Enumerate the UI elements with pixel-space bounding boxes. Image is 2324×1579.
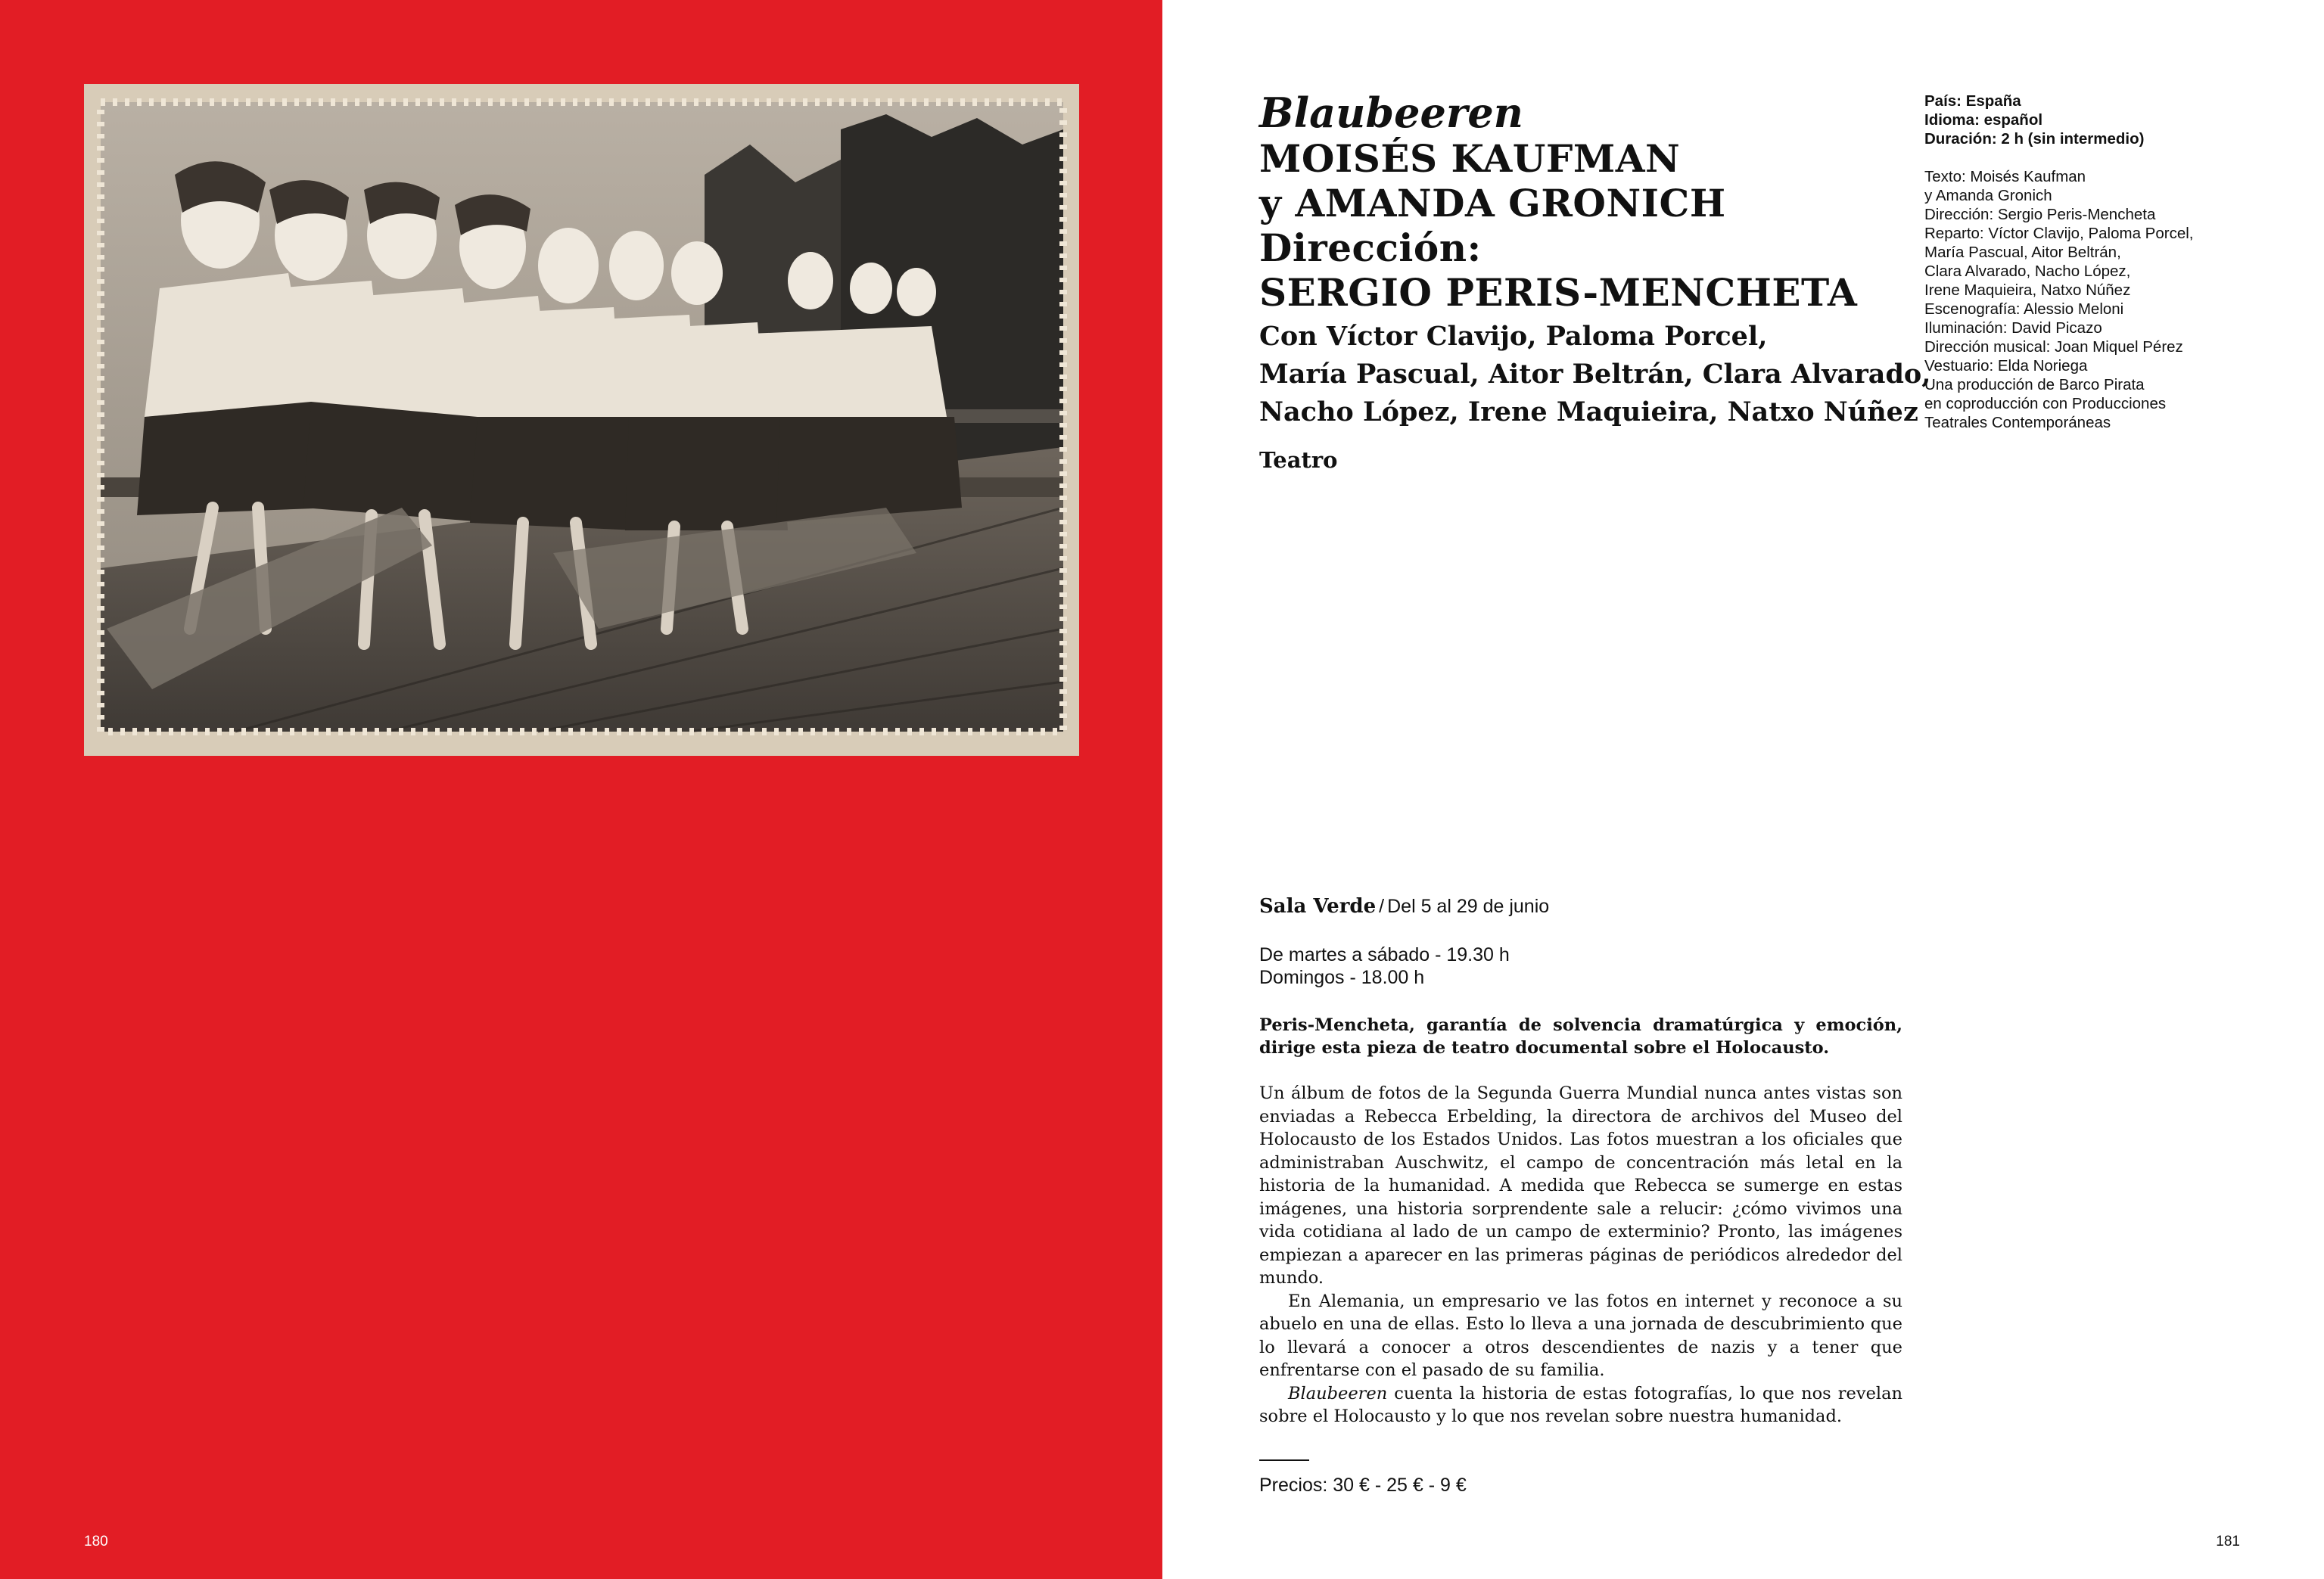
schedule (1259, 943, 1902, 989)
venue-dates: Del 5 al 29 de junio (1387, 896, 1550, 917)
author-line-2: y AMANDA GRONICH (1259, 181, 1726, 225)
info-sidebar (1924, 92, 2257, 432)
lead-paragraph: Peris-Mencheta, garantía de solvencia dramatúrgica y emoción, dirige esta pieza de teatro documental sobre el Holocausto. (1259, 1015, 1902, 1058)
prices: Precios: 30 € - 25 € - 9 € (1259, 1475, 1467, 1496)
photo-illustration (84, 84, 1079, 756)
credit-line: y Amanda Gronich (1924, 187, 2052, 204)
venue-name: Sala Verde (1259, 895, 1377, 918)
direction-label: Dirección: (1259, 225, 1482, 270)
credit-line: Escenografía: Alessio Meloni (1924, 300, 2124, 318)
info-language: Idioma: español (1924, 111, 2043, 129)
body-paragraph-3-text: cuenta la historia de estas fotografías, lo que nos revelan sobre el Holocausto y lo que nos revelan sobre nuestra humanidad. (1259, 1383, 1902, 1426)
body-paragraph-1: Un álbum de fotos de la Segunda Guerra Mundial nunca antes vistas son enviadas a Rebecca Erbelding, la directora de archivos del Museo del Holocausto de los Estados Unidos. Las fotos muestran a los oficiales que administraban Auschwitz, el campo de concentración más letal en la historia de la humanidad. A medida que Rebecca se sumerge en estas imágenes, una historia sorprendente sale a relucir: ¿cómo vivimos una vida cotidiana al lado de un campo de exterminio? Pronto, las imágenes empiezan a aparecer en las primeras páginas de periódicos alrededor del mundo. (1259, 1083, 1902, 1288)
credit-line: Iluminación: David Picazo (1924, 319, 2102, 337)
genre-label: Teatro (1259, 447, 1338, 473)
credit-line: Dirección: Sergio Peris-Mencheta (1924, 206, 2156, 223)
credit-line: María Pascual, Aitor Beltrán, (1924, 244, 2121, 261)
credit-line: Vestuario: Elda Noriega (1924, 357, 2088, 375)
credit-line: Irene Maquieira, Natxo Núñez (1924, 281, 2131, 299)
page-number-right: 181 (2216, 1534, 2240, 1549)
venue-line (1259, 895, 1902, 918)
credit-line: Teatrales Contemporáneas (1924, 414, 2111, 431)
play-title-inline: Blaubeeren (1288, 1383, 1388, 1403)
cast-line-3: Nacho López, Irene Maquieira, Natxo Núñez (1259, 396, 1918, 427)
schedule-sundays: Domingos - 18.00 h (1259, 967, 1425, 988)
body-paragraph-3 (1259, 1382, 1902, 1428)
director-name: SERGIO PERIS-MENCHETA (1259, 270, 1858, 315)
title-block (1259, 89, 1940, 475)
info-country: País: España (1924, 92, 2021, 110)
cast-line-1: Con Víctor Clavijo, Paloma Porcel, (1259, 321, 1768, 352)
page-number-left: 180 (84, 1534, 108, 1549)
credit-line: Clara Alvarado, Nacho López, (1924, 263, 2131, 280)
vintage-group-photo (84, 84, 1079, 756)
schedule-weekdays: De martes a sábado - 19.30 h (1259, 944, 1510, 965)
divider (1259, 1459, 1309, 1461)
credit-line: Reparto: Víctor Clavijo, Paloma Porcel, (1924, 225, 2194, 242)
author-line-1: MOISÉS KAUFMAN (1259, 136, 1681, 181)
credit-line: Texto: Moisés Kaufman (1924, 168, 2086, 185)
credit-line: Dirección musical: Joan Miquel Pérez (1924, 338, 2183, 356)
play-title: Blaubeeren (1259, 89, 1523, 137)
cast-line-2: María Pascual, Aitor Beltrán, Clara Alvarado, (1259, 359, 1931, 390)
credit-line: Una producción de Barco Pirata (1924, 376, 2145, 393)
credit-line: en coproducción con Producciones (1924, 395, 2167, 412)
info-duration: Duración: 2 h (sin intermedio) (1924, 130, 2145, 148)
body-text (1259, 1082, 1902, 1428)
body-paragraph-2: En Alemania, un empresario ve las fotos en internet y reconoce a su abuelo en una de ellas. Esto lo lleva a una jornada de descubrimiento que lo llevará a conocer a otros descendientes de nazis y a tener que enfrentarse con el pasado de su familia. (1259, 1291, 1902, 1380)
venue-separator: / (1379, 896, 1385, 917)
